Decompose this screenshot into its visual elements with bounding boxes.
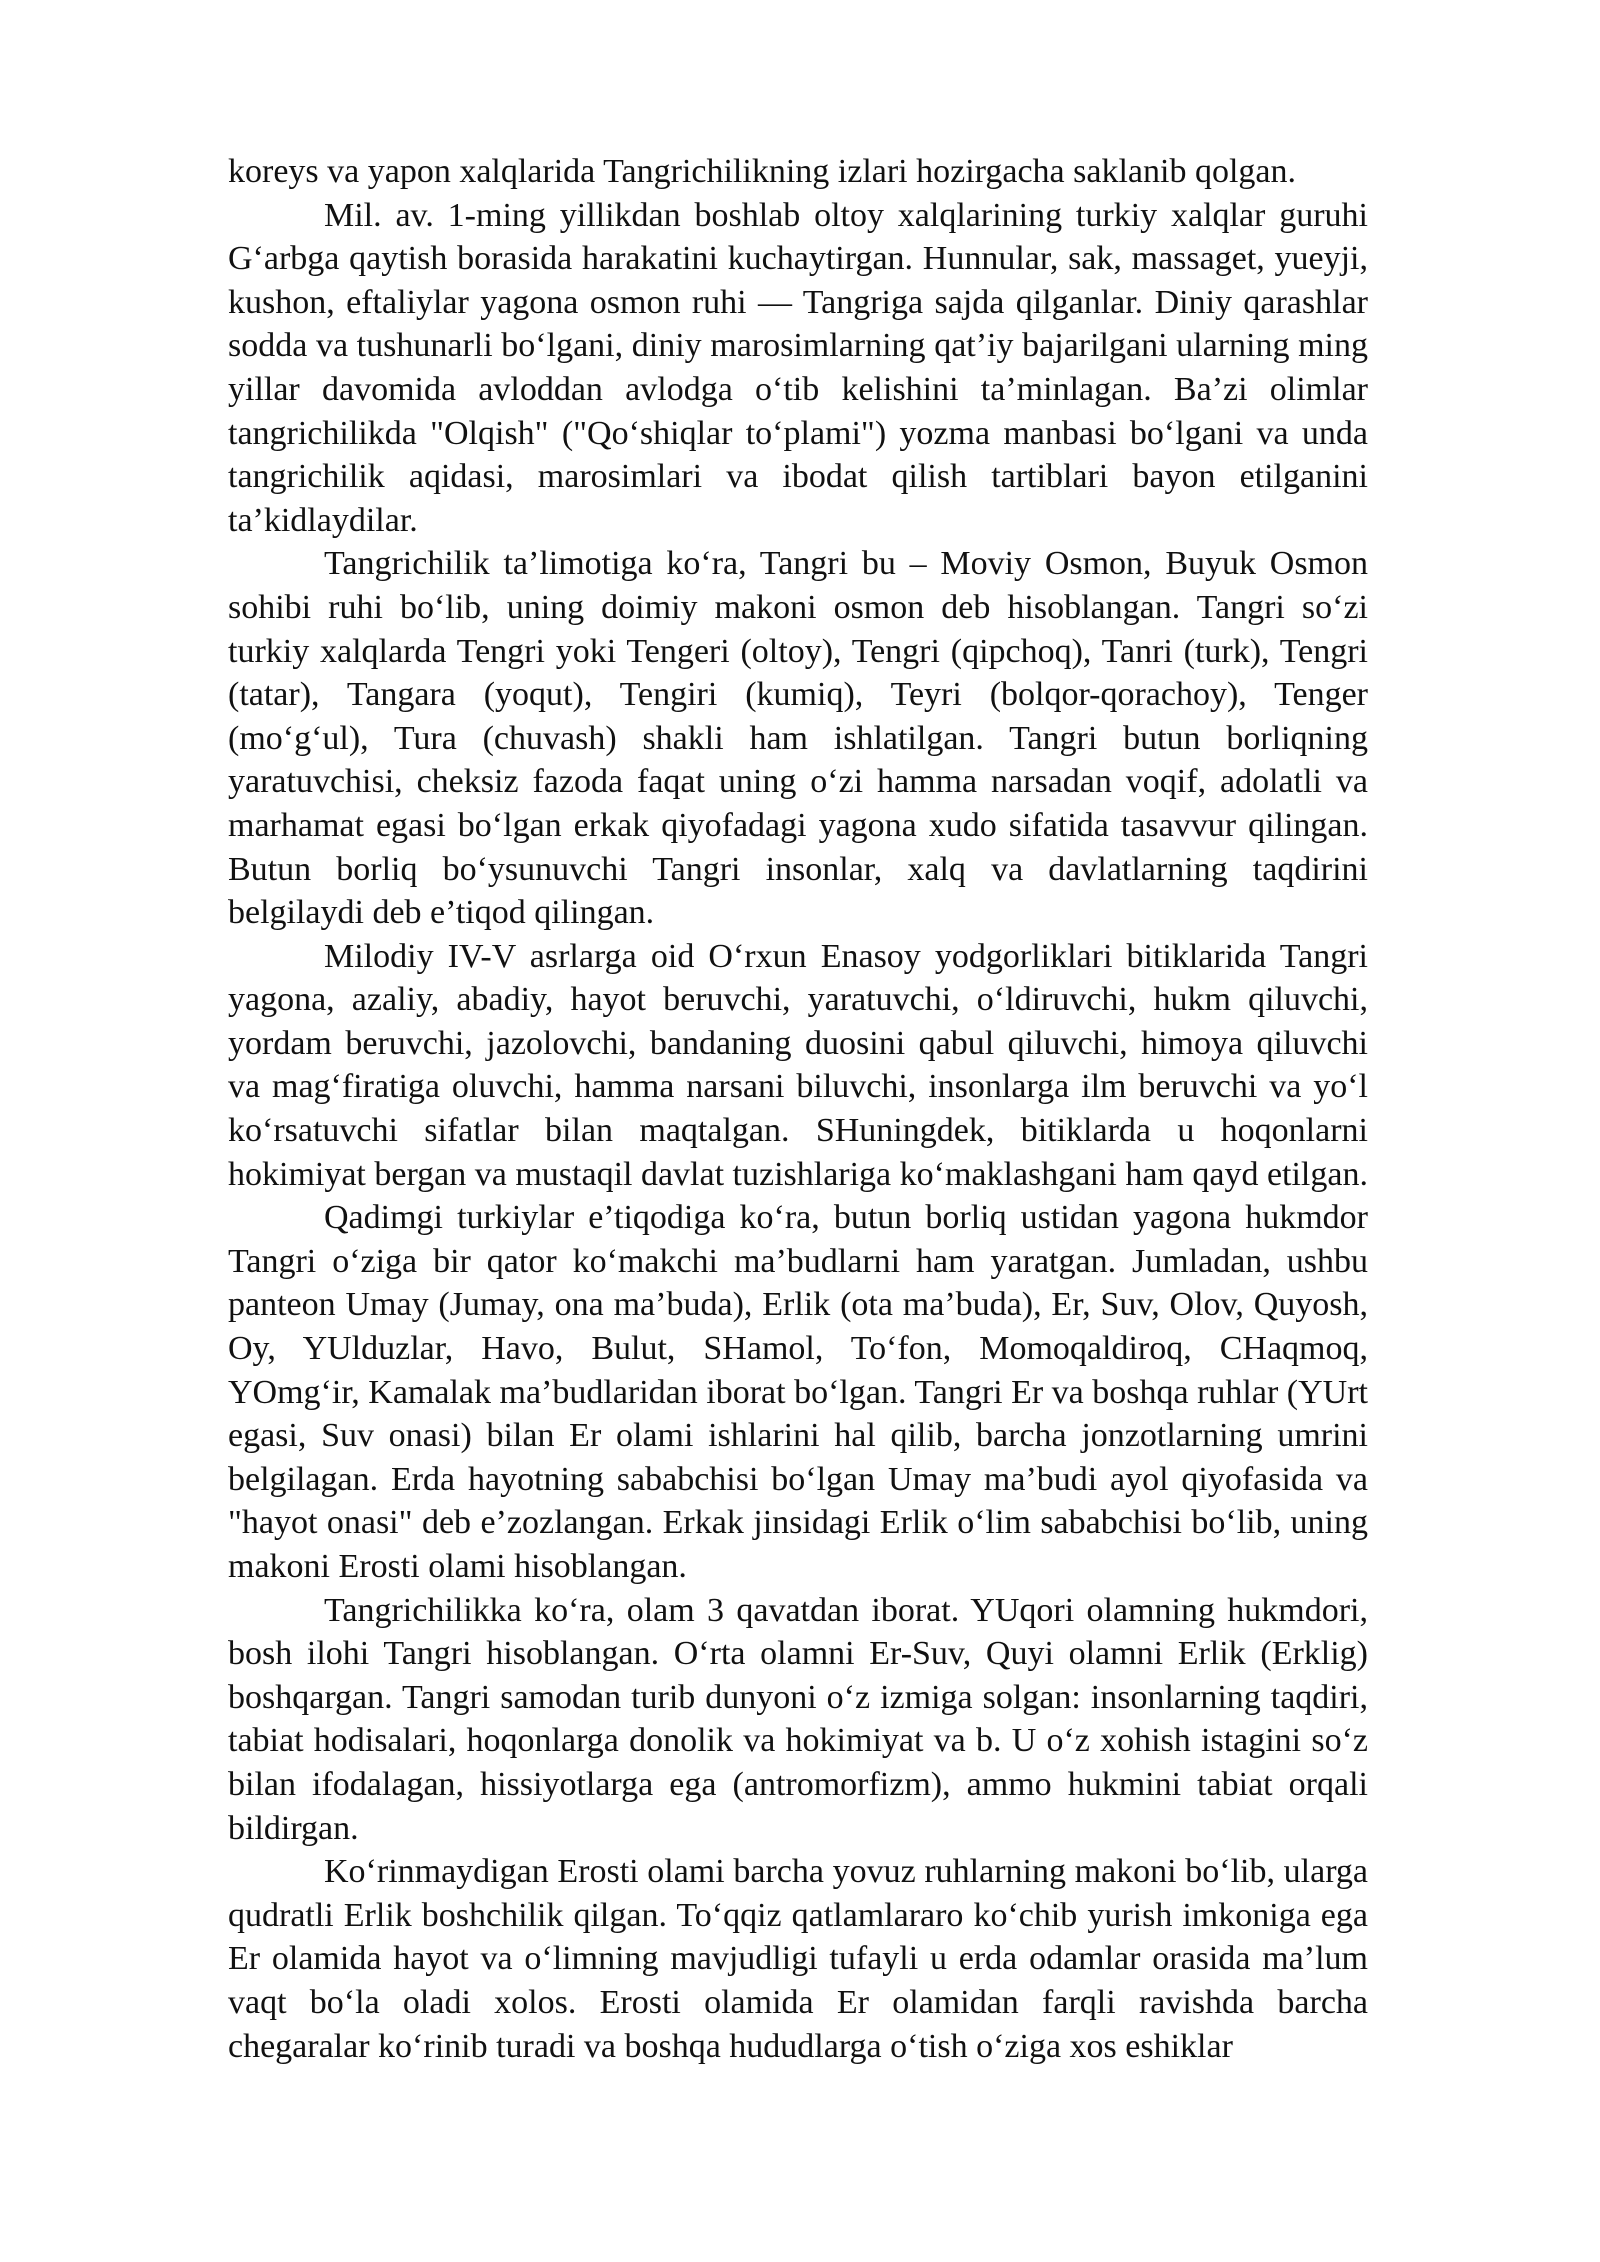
paragraph-underworld: Ko‘rinmaydigan Erosti olami barcha yovuz ruhlarning makoni bo‘lib, ularga qudratli Erlik boshchilik qilgan. To‘qqiz qatlamlararo ko‘chib yurish imkoniga ega Er olamida hayot va o‘limning mavjudligi tufayli u erda odamlar orasida ma’lum vaqt bo‘la oladi xolos. Erosti olamida Er olamidan farqli ravishda barcha chegaralar ko‘rinib turadi va boshqa hududlarga o‘tish o‘ziga xos eshiklar	[228, 1853, 1368, 2065]
paragraph-tangri-teaching: Tangrichilik ta’limotiga ko‘ra, Tangri bu – Moviy Osmon, Buyuk Osmon sohibi ruhi bo‘lib, uning doimiy makoni osmon deb hisoblangan. Tangri so‘zi turkiy xalqlarda Tengri yoki Tengeri (oltoy), Tengri (qipchoq), Tanri (turk), Tengri (tatar), Tangara (yoqut), Tengiri (kumiq), Teyri (bolqor-qorachoy), Tenger (mo‘g‘ul), Tura (chuvash) shakli ham ishlatilgan. Tangri butun borliqning yaratuvchisi, cheksiz fazoda faqat uning o‘zi hamma narsadan voqif, adolatli va marhamat egasi bo‘lgan erkak qiyofadagi yagona xudo sifatida tasavvur qilingan. Butun borliq bo‘ysunuvchi Tangri insonlar, xalq va davlatlarning taqdirini belgilaydi deb e’tiqod qilingan.	[228, 545, 1368, 932]
paragraph-three-worlds: Tangrichilikka ko‘ra, olam 3 qavatdan iborat. YUqori olamning hukmdori, bosh ilohi Tangri hisoblangan. O‘rta olamni Er-Suv, Quyi olamni Erlik (Erklig) boshqargan. Tangri samodan turib dunyoni o‘z izmiga solgan: insonlarning taqdiri, tabiat hodisalari, hoqonlarga donolik va hokimiyat va b. U o‘z xohish istagini so‘z bilan ifodalagan, hissiyotlarga ega (antromorfizm), ammo hukmini tabiat orqali bildirgan.	[228, 1591, 1368, 1847]
paragraph-ancient-turks-pantheon: Qadimgi turkiylar e’tiqodiga ko‘ra, butun borliq ustidan yagona hukmdor Tangri o‘ziga bir qator ko‘makchi ma’budlarni ham yaratgan. Jumladan, ushbu panteon Umay (Jumay, ona ma’buda), Erlik (ota ma’buda), Er, Suv, Olov, Quyosh, Oy, YUlduzlar, Havo, Bulut, SHamol, To‘fon, Momoqaldiroq, CHaqmoq, YOmg‘ir, Kamalak ma’budlaridan iborat bo‘lgan. Tangri Er va boshqa ruhlar (YUrt egasi, Suv onasi) bilan Er olami ishlarini hal qilib, barcha jonzotlarning umrini belgilagan. Erda hayotning sababchisi bo‘lgan Umay ma’budi ayol qiyofasida va "hayot onasi" deb e’zozlangan. Erkak jinsidagi Erlik o‘lim sababchisi bo‘lib, uning makoni Erosti olami hisoblangan.	[228, 1199, 1368, 1585]
document-page	[228, 150, 1368, 2068]
paragraph-continuation: koreys va yapon xalqlarida Tangrichilikning izlari hozirgacha saklanib qolgan.	[228, 153, 1296, 190]
paragraph-turkic-migration: Mil. av. 1-ming yillikdan boshlab oltoy xalqlarining turkiy xalqlar guruhi G‘arbga qaytish borasida harakatini kuchaytirgan. Hunnular, sak, massaget, yueyji, kushon, eftaliylar yagona osmon ruhi — Tangriga sajda qilganlar. Diniy qarashlar sodda va tushunarli bo‘lgani, diniy marosimlarning qat’iy bajarilgani ularning ming yillar davomida avloddan avlodga o‘tib kelishini ta’minlagan. Ba’zi olimlar tangrichilikda "Olqish" ("Qo‘shiqlar to‘plami") yozma manbasi bo‘lgani va unda tangrichilik aqidasi, marosimlari va ibodat qilish tartiblari bayon etilganini ta’kidlaydilar.	[228, 196, 1368, 539]
paragraph-orkhon-inscriptions: Milodiy IV-V asrlarga oid O‘rxun Enasoy yodgorliklari bitiklarida Tangri yagona, azaliy, abadiy, hayot beruvchi, yaratuvchi, o‘ldiruvchi, hukm qiluvchi, yordam beruvchi, jazolovchi, bandaning duosini qabul qiluvchi, himoya qiluvchi va mag‘firatiga oluvchi, hamma narsani biluvchi, insonlarga ilm beruvchi va yo‘l ko‘rsatuvchi sifatlar bilan maqtalgan. SHuningdek, bitiklarda u hoqonlarni hokimiyat bergan va mustaqil davlat tuzishlariga ko‘maklashgani ham qayd etilgan.	[228, 937, 1368, 1193]
